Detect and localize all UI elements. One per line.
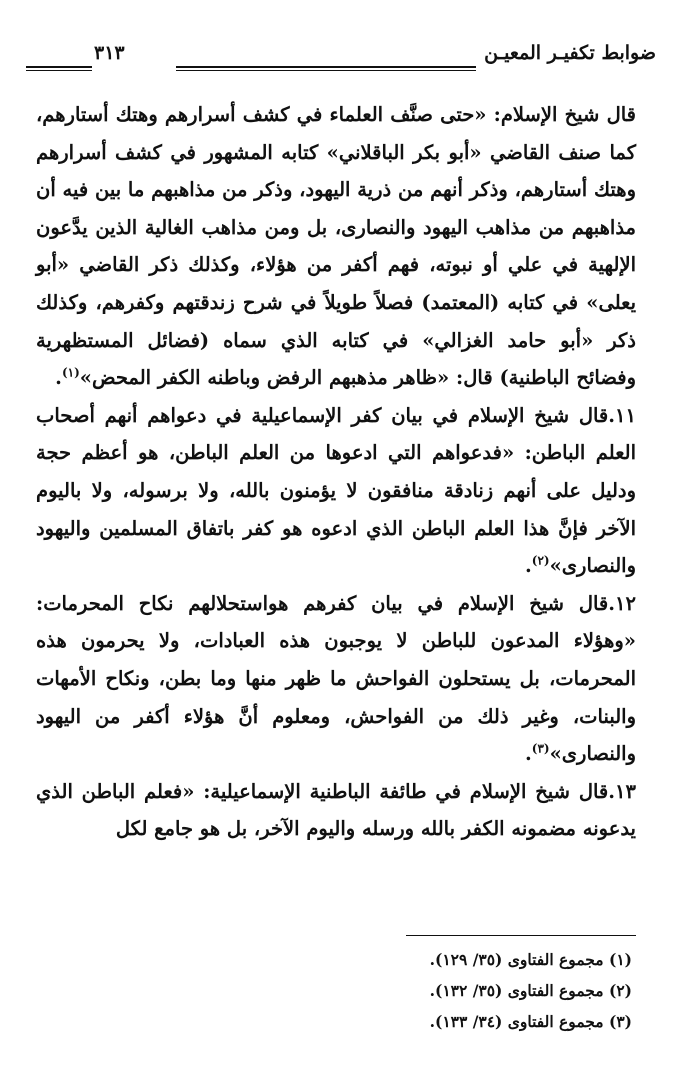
paragraph-text: قال شيخ الإسلام في طائفة الباطنية الإسماعيلية: «فعلم الباطن الذي يدعونه مضمونه الكفر بالله ورسله واليوم الآخر، بل هو جامع لكل	[36, 779, 636, 841]
footnote: (٢) مجموع الفتاوى (٣٥/ ١٣٢).	[429, 981, 632, 1000]
paragraph: ١٢.قال شيخ الإسلام في بيان كفرهم هواستحلالهم نكاح المحرمات: «وهؤلاء المدعون للباطن لا يوجبون هذه العبادات، ولا يحرمون هذه المحرمات، بل يستحلون الفواحش ما ظهر منها وما بطن، ونكاح الأمهات والبنات، وغير ذلك من الفواحش، ومعلوم أنَّ هؤلاء أكفر من اليهود والنصارى»$^{(٣)}$.	[36, 591, 636, 766]
footnote-reference[interactable]: (٣)	[531, 741, 550, 756]
paragraph-text: قال شيخ الإسلام في بيان كفر الإسماعيلية في دعواهم أنهم أصحاب العلم الباطن: «فدعواهم التي ادعوها من العلم الباطن، هو أعظم حجة ودليل على أنهم زنادقة منافقون لا يؤمنون بالله، ولا برسوله، ولا باليوم الآخر فإنَّ هذا العلم الباطن الذي ادعوه هو كفر باتفاق المسلمين واليهود والنصارى»	[36, 403, 636, 578]
header-rule	[176, 66, 476, 68]
paragraph-number: ١٣.	[608, 779, 636, 803]
footnote: (١) مجموع الفتاوى (٣٥/ ١٢٩).	[429, 950, 632, 969]
paragraph	[36, 773, 636, 848]
running-title: ضوابط تكفيـر المعيـن	[484, 42, 656, 64]
paragraph-text: قال شيخ الإسلام في بيان كفرهم هواستحلالهم نكاح المحرمات: «وهؤلاء المدعون للباطن لا يوجبون هذه العبادات، ولا يحرمون هذه المحرمات، بل يستحلون الفواحش ما ظهر منها وما بطن، ونكاح الأمهات والبنات، وغير ذلك من الفواحش، ومعلوم أنَّ هؤلاء أكفر من اليهود والنصارى»	[36, 591, 636, 766]
header-rule	[26, 66, 92, 68]
page-number: ٣١٣	[94, 42, 125, 64]
paragraph: ١١.قال شيخ الإسلام في بيان كفر الإسماعيلية في دعواهم أنهم أصحاب العلم الباطن: «فدعواهم التي ادعوها من العلم الباطن، هو أعظم حجة ودليل على أنهم زنادقة منافقون لا يؤمنون بالله، ولا برسوله، ولا باليوم الآخر فإنَّ هذا العلم الباطن الذي ادعوه هو كفر باتفاق المسلمين واليهود والنصارى»$^{(٢)}$.	[36, 403, 636, 578]
main-text	[36, 96, 636, 848]
footnote-reference[interactable]: (٢)	[531, 553, 550, 568]
footnotes	[72, 944, 632, 1037]
paragraph: قال شيخ الإسلام: «حتى صنَّف العلماء في كشف أسرارهم وهتك أستارهم، كما صنف القاضي «أبو بكر الباقلاني» كتابه المشهور في كشف أسرارهم وهتك أستارهم، وذكر أنهم من ذرية اليهود، وذكر من مذاهبهم ما بين فيه أن مذاهبهم من مذاهب اليهود والنصارى، بل ومن مذاهب الغالية الذين يدَّعون الإلهية في علي أو نبوته، فهم أكفر من هؤلاء، وكذلك ذكر القاضي «أبو يعلى» في كتابه (المعتمد) فصلاً طويلاً في شرح زندقتهم وكفرهم، وكذلك ذكر «أبو حامد الغزالي» في كتابه الذي سماه (فضائل المستظهرية وفضائح الباطنية) قال: «ظاهر مذهبهم الرفض وباطنه الكفر المحض»$^{(١)}$.	[36, 103, 636, 390]
paragraph-number: ١١.	[608, 403, 636, 427]
footnote-reference[interactable]: (١)	[61, 365, 80, 380]
header-rule	[176, 70, 476, 71]
footnote: (٣) مجموع الفتاوى (٣٤/ ١٣٣).	[429, 1012, 632, 1031]
paragraph-text: قال شيخ الإسلام: «حتى صنَّف العلماء في كشف أسرارهم وهتك أستارهم، كما صنف القاضي «أبو بكر الباقلاني» كتابه المشهور في كشف أسرارهم وهتك أستارهم، وذكر أنهم من ذرية اليهود، وذكر من مذاهبهم ما بين فيه أن مذاهبهم من مذاهب اليهود والنصارى، بل ومن مذاهب الغالية الذين يدَّعون الإلهية في علي أو نبوته، فهم أكفر من هؤلاء، وكذلك ذكر القاضي «أبو يعلى» في كتابه (المعتمد) فصلاً طويلاً في شرح زندقتهم وكفرهم، وكذلك ذكر «أبو حامد الغزالي» في كتابه الذي سماه (فضائل المستظهرية وفضائح الباطنية) قال: «ظاهر مذهبهم الرفض وباطنه الكفر المحض»	[36, 103, 636, 390]
header-rule	[26, 70, 92, 71]
footnote-divider	[406, 935, 636, 936]
paragraph-number: ١٢.	[608, 591, 636, 615]
running-header	[26, 40, 656, 74]
